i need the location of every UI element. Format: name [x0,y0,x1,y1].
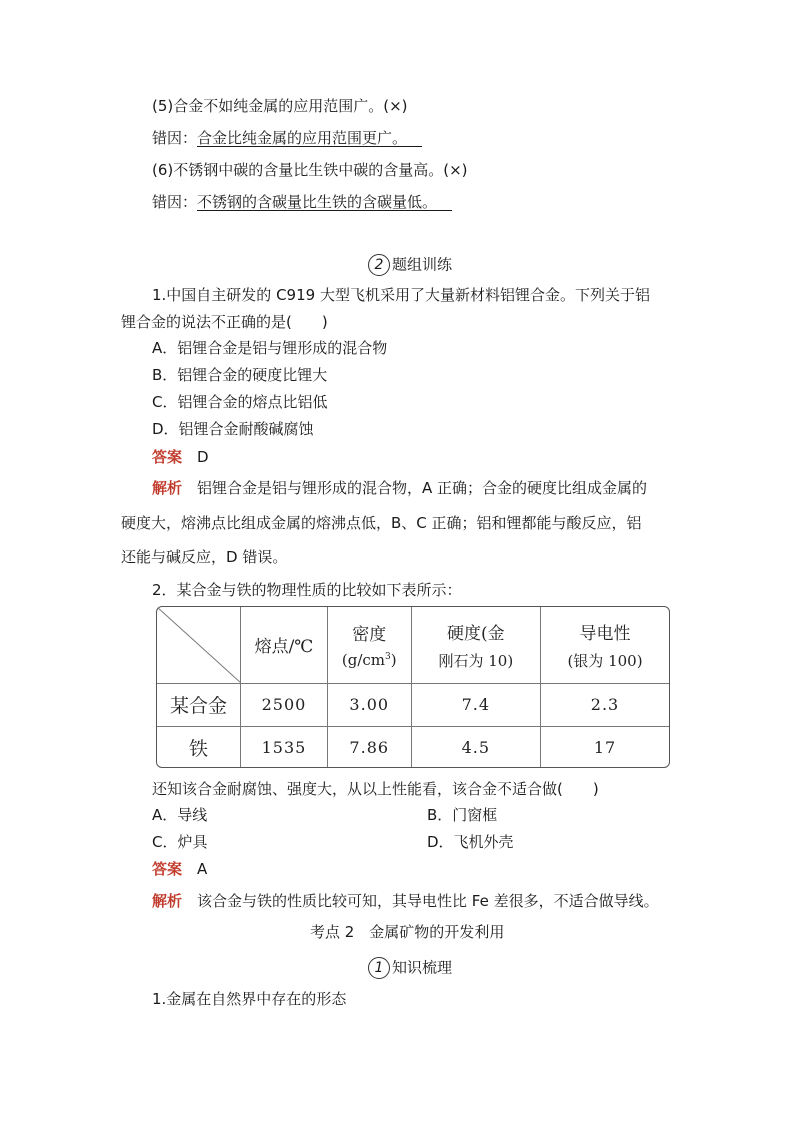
header-melting-point: 熔点/℃ [241,607,328,683]
header-hardness-title: 硬度(金 [447,623,505,644]
cell-density: 7.86 [327,726,411,768]
cell-density: 3.00 [327,683,411,726]
q1-option-b: B．铝锂合金的硬度比锂大 [152,366,328,384]
section-title: 知识梳理 [392,958,453,977]
q1-analysis-line1 [152,478,647,498]
header-hardness-note: 刚石为 10) [438,651,514,670]
header-density [327,607,411,683]
analysis-label: 解析 [152,892,183,910]
cell-conductivity: 2.3 [541,683,669,726]
section-title: 题组训练 [392,255,453,274]
cell-hardness: 7.4 [411,683,540,726]
analysis-text: 该合金与铁的性质比较可知，其导电性比 Fe 差很多，不适合做导线。 [197,892,659,910]
header-conductivity [541,607,669,683]
header-hardness [411,607,540,683]
cell-melting: 1535 [241,726,328,768]
header-conductivity-note: (银为 100) [567,651,643,670]
reason-label: 错因： [152,129,198,147]
answer-label: 答案 [152,860,183,878]
table-header-row [157,607,669,683]
cell-melting: 2500 [241,683,328,726]
answer-label: 答案 [152,448,183,466]
section-practice-heading [368,254,452,276]
reason-label: 错因： [152,193,198,211]
table-row [157,683,669,726]
section-knowledge-heading [368,957,452,979]
analysis-label: 解析 [152,479,183,497]
cell-hardness: 4.5 [411,726,540,768]
q1-stem-line2: 锂合金的说法不正确的是( ) [121,313,328,331]
header-density-title: 密度 [352,625,387,646]
errata-item-6: (6)不锈钢中碳的含量比生铁中碳的含量高。(×) [152,161,468,179]
answer-value: D [197,448,209,466]
errata-reason-6 [152,192,452,212]
table-row [157,726,669,768]
q1-option-c: C．铝锂合金的熔点比铝低 [152,393,328,411]
property-comparison-table [156,606,670,768]
cell-conductivity: 17 [541,726,669,768]
heading-1: 1.金属在自然界中存在的形态 [152,990,347,1008]
answer-value: A [197,860,208,878]
q1-option-d: D．铝锂合金耐酸碱腐蚀 [152,420,314,438]
errata-reason-5 [152,128,422,148]
q1-analysis-line2: 硬度大，熔沸点比组成金属的熔沸点低，B、C 正确；铝和锂都能与酸反应，铝 [121,514,642,532]
reason-text: 合金比纯金属的应用范围更广。 [197,129,408,147]
q2-stem: 2．某合金与铁的物理性质的比较如下表所示： [152,581,462,599]
section-number-badge: 2 [368,254,390,276]
diagonal-corner-cell [157,607,241,683]
reason-text: 不锈钢的含碳量比生铁的含碳量低。 [197,193,438,211]
topic-2-title: 考点 2 金属矿物的开发利用 [310,923,505,941]
row-name: 某合金 [157,683,241,726]
q2-option-a: A．导线 [152,806,208,824]
q2-option-d: D．飞机外壳 [427,833,514,851]
q1-answer [152,447,209,467]
q2-option-b: B．门窗框 [427,806,498,824]
q2-followup: 还知该合金耐腐蚀、强度大，从以上性能看，该合金不适合做( ) [152,780,599,798]
errata-item-5: (5)合金不如纯金属的应用范围广。(×) [152,97,408,115]
q1-option-a: A．铝锂合金是铝与锂形成的混合物 [152,339,388,357]
header-conductivity-title: 导电性 [579,623,631,644]
q2-option-c: C．炉具 [152,833,208,851]
section-number-badge: 1 [368,957,390,979]
q2-analysis [152,891,659,911]
analysis-text: 铝锂合金是铝与锂形成的混合物，A 正确；合金的硬度比组成金属的 [197,479,648,497]
q1-stem-line1: 1.中国自主研发的 C919 大型飞机采用了大量新材料铝锂合金。下列关于铝 [152,286,650,304]
q1-analysis-line3: 还能与碱反应，D 错误。 [121,548,288,566]
row-name: 铁 [157,726,241,768]
q2-answer [152,859,207,879]
header-density-unit: $(g/cm^3)$ [341,651,397,670]
